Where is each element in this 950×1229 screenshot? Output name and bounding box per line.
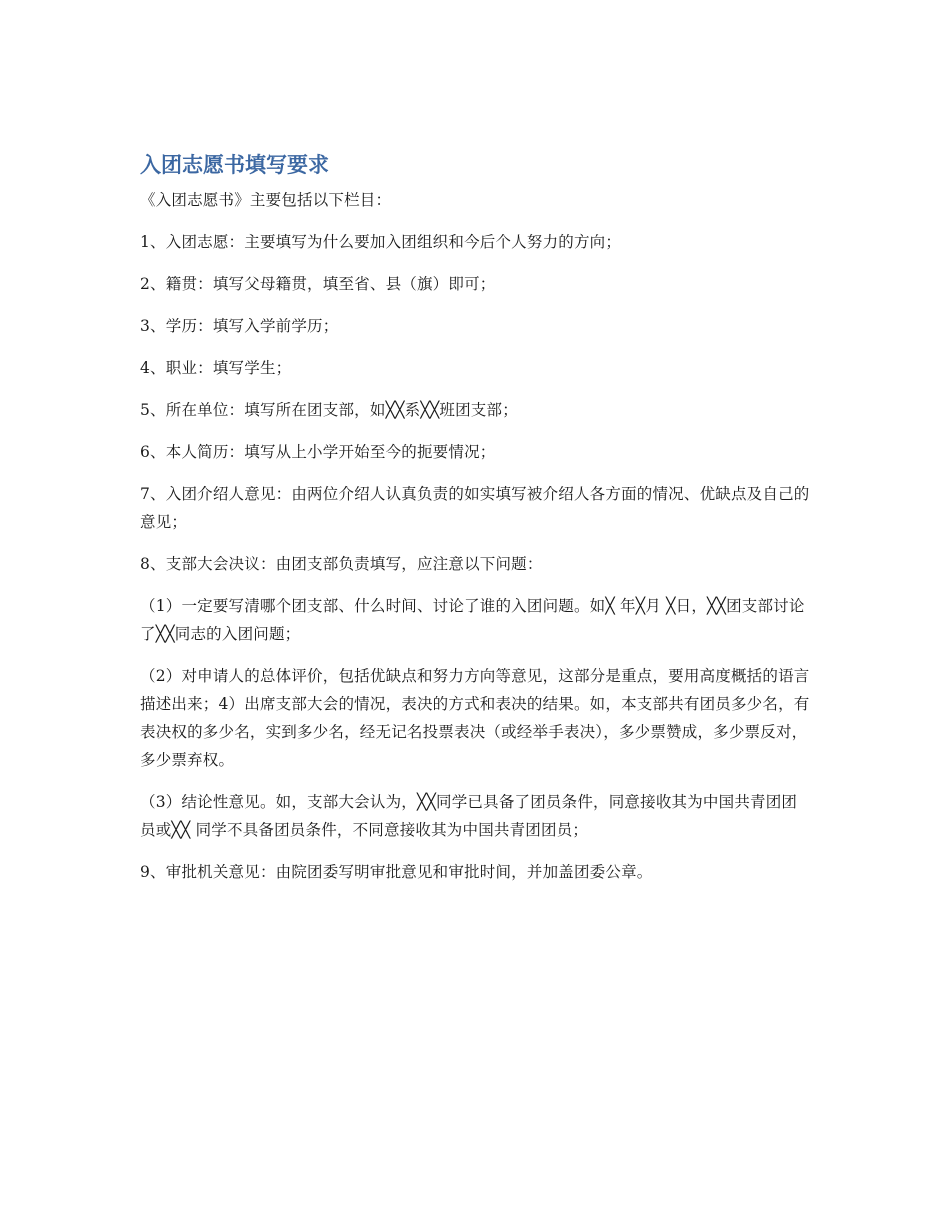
item-9: 9、审批机关意见：由院团委写明审批意见和审批时间，并加盖团委公章。 [140, 863, 653, 881]
item-7: 7、入团介绍人意见：由两位介绍人认真负责的如实填写被介绍人各方面的情况、优缺点及自己的意见； [140, 485, 810, 531]
intro-paragraph: 《入团志愿书》主要包括以下栏目： [140, 191, 392, 209]
item-8: 8、支部大会决议：由团支部负责填写，应注意以下问题： [140, 555, 543, 573]
item-8-sub-2: （2）对申请人的总体评价，包括优缺点和努力方向等意见，这部分是重点，要用高度概括的语言描述出来；4）出席支部大会的情况，表决的方式和表决的结果。如，本支部共有团员多少名，有表决权的多少名，实到多少名，经无记名投票表决（或经举手表决），多少票赞成，多少票反对，多少票弃权。 [140, 667, 810, 769]
item-6: 6、本人简历：填写从上小学开始至今的扼要情况； [140, 443, 496, 461]
item-2: 2、籍贯：填写父母籍贯，填至省、县（旗）即可； [140, 275, 496, 293]
item-3: 3、学历：填写入学前学历； [140, 317, 339, 335]
item-1: 1、入团志愿：主要填写为什么要加入团组织和今后个人努力的方向； [140, 233, 622, 251]
item-8-sub-3: （3）结论性意见。如，支部大会认为，╳╳同学已具备了团员条件，同意接收其为中国共青团团员或╳╳ 同学不具备团员条件，不同意接收其为中国共青团团员； [140, 793, 798, 839]
document-title: 入团志愿书填写要求 [140, 153, 329, 177]
item-4: 4、职业：填写学生； [140, 359, 292, 377]
document-page [140, 150, 810, 900]
item-8-sub-1: （1）一定要写清哪个团支部、什么时间、讨论了谁的入团问题。如╳ 年╳月 ╳日，╳╳团支部讨论了╳╳同志的入团问题； [140, 597, 805, 643]
item-5: 5、所在单位：填写所在团支部，如╳╳系╳╳班团支部； [140, 401, 518, 419]
